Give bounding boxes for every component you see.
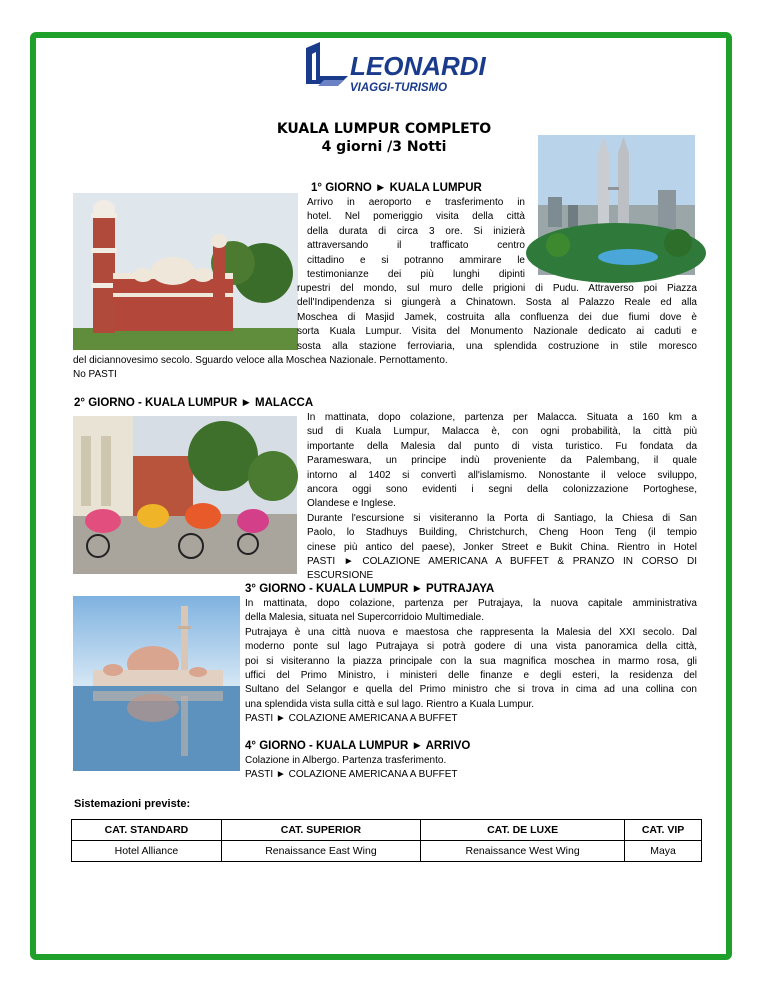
header-standard: CAT. STANDARD	[72, 820, 222, 841]
table-header-row	[72, 820, 702, 841]
header-vip: CAT. VIP	[625, 820, 702, 841]
header-superior: CAT. SUPERIOR	[221, 820, 420, 841]
putra-mosque-photo	[73, 596, 240, 771]
page-subtitle: 4 giorni /3 Notti	[321, 139, 447, 155]
hotel-deluxe: Renaissance West Wing	[421, 841, 625, 862]
day2-text: In mattinata, dopo colazione, partenza per Malacca. Situata a 160 km a sud di Kuala Lumpur, Malacca è, con ogni probabilità, la città più importante della Malesia dal punto di vista turistico. Fu fondata da Parameswara, un principe indù proveniente da Palembang, il quale intorno al 1402 si convertì all'islamismo. Nonostante il veloce sviluppo, ancora oggi sono evidenti i segni della colonizzazione Portoghese, Olandese e Inglese. Durante l'escursione si visiteranno la Porta di Santiago, la Chiesa di San Paolo, lo Stadhuys Building, Christchurch, Cheng Hoon Teng (il tempio cinese più antico del paese), Jonker Street e Bukit China. Rientro in Hotel PASTI ► COLAZIONE AMERICANA A BUFFET & PRANZO IN CORSO DI ESCURSIONE	[307, 412, 697, 582]
day1-heading: 1° GIORNO ► KUALA LUMPUR	[311, 182, 482, 194]
day4-heading: 4° GIORNO - KUALA LUMPUR ► ARRIVO	[245, 740, 471, 752]
day1-text-wide: rupestri del mondo, sul muro delle prigioni di Pudu. Attraverso poi Piazza dell'Indipendenza si giungerà a Chinatown. Sosta al Palazzo Reale ed alla Moschea di Masjid Jamek, costruita alla confluenza dei due fiumi dove è sorta Kuala Lumpur. Visita del Monumento Nazionale dedicato ai caduti e sosta alla stazione ferroviaria, una splendida costruzione in stile moresco	[297, 283, 697, 352]
hotel-vip: Maya	[625, 841, 702, 862]
header-deluxe: CAT. DE LUXE	[421, 820, 625, 841]
day3-heading: 3° GIORNO - KUALA LUMPUR ► PUTRAJAYA	[245, 583, 495, 595]
hotel-superior: Renaissance East Wing	[221, 841, 420, 862]
day3-text: In mattinata, dopo colazione, partenza per Putrajaya, la nuova capitale amministrativa della Malesia, situata nel Supercorridoio Multimediale. Putrajaya è una città nuova e maestosa che rappresenta la Malesia del XXI secolo. Dal moderno ponte sul lago Putrajaya si potrà godere di una vista panoramica della città, poi si visiteranno la piazza principale con la sua magnifica moschea in marmo rosa, gli uffici del Primo Ministro, i ministeri delle finanze e degli esteri, la residenza del Sultano del Selangor e quella del Primo ministro che si trova in cima ad una collina con una splendida vista sulla città e sul lago. Rientro a Kuala Lumpur. PASTI ► COLAZIONE AMERICANA A BUFFET	[245, 598, 697, 725]
accommodations-table	[71, 819, 702, 862]
malacca-trishaws-photo	[73, 416, 297, 574]
petronas-towers-photo	[538, 135, 695, 275]
table-row	[72, 841, 702, 862]
day4-text: Colazione in Albergo. Partenza trasferimento. PASTI ► COLAZIONE AMERICANA A BUFFET	[245, 755, 458, 781]
day2-heading: 2° GIORNO - KUALA LUMPUR ► MALACCA	[74, 397, 314, 409]
page-title: KUALA LUMPUR COMPLETO	[276, 121, 492, 137]
leonardi-logo	[298, 40, 486, 100]
accommodations-title: Sistemazioni previste:	[74, 798, 191, 810]
day1-text-narrow: Arrivo in aeroporto e trasferimento in hotel. Nel pomeriggio visita della città della durata di circa 3 ore. Si inizierà attraversando il trafficato centro cittadino e si potranno ammirare le testimonianze dei più lunghi dipinti	[307, 197, 525, 281]
hotel-standard: Hotel Alliance	[72, 841, 222, 862]
brand-name: LEONARDI	[350, 51, 486, 81]
masjid-jamek-photo	[73, 193, 298, 350]
day1-text-full: del diciannovesimo secolo. Sguardo veloce alla Moschea Nazionale. Pernottamento. No PASTI	[73, 355, 448, 381]
brand-tagline: VIAGGI-TURISMO	[350, 82, 448, 94]
